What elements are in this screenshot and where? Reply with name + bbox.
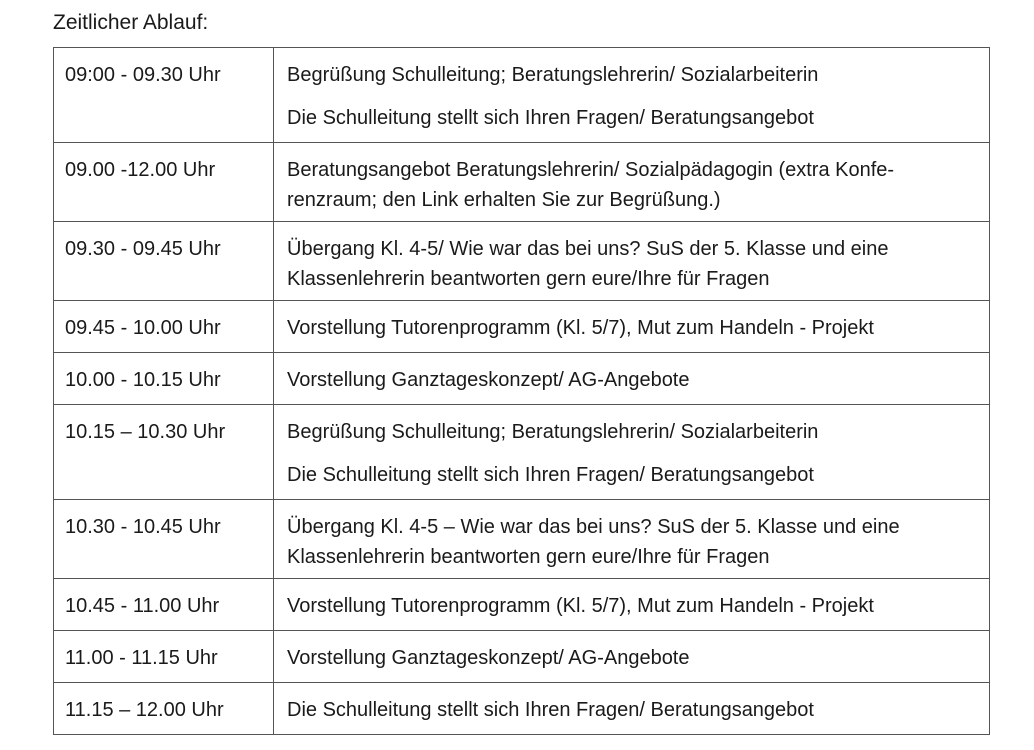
- description-cell: [274, 301, 990, 353]
- time-cell: 09.00 -12.00 Uhr: [54, 143, 274, 222]
- schedule-table: [53, 47, 990, 735]
- table-row: [54, 353, 990, 405]
- time-cell: 09:00 - 09.30 Uhr: [54, 48, 274, 143]
- description-cell: [274, 143, 990, 222]
- description-line: Begrüßung Schulleitung; Beratungslehrerin/ Sozialarbeiterin: [287, 64, 819, 86]
- description-line: Vorstellung Tutorenprogramm (Kl. 5/7), Mut zum Handeln - Projekt: [287, 595, 874, 617]
- time-cell: 11.00 - 11.15 Uhr: [54, 631, 274, 683]
- description-line: Übergang Kl. 4-5/ Wie war das bei uns? SuS der 5. Klasse und eine Klassenlehrerin beantworten gern eure/Ihre für Fragen: [287, 238, 889, 290]
- schedule-heading: Zeitlicher Ablauf:: [53, 11, 209, 34]
- description-cell: [274, 631, 990, 683]
- description-line: Begrüßung Schulleitung; Beratungslehrerin/ Sozialarbeiterin: [287, 421, 819, 443]
- description-cell: [274, 579, 990, 631]
- description-cell: [274, 683, 990, 735]
- description-line: Die Schulleitung stellt sich Ihren Fragen/ Beratungsangebot: [287, 464, 814, 486]
- table-row: [54, 48, 990, 143]
- table-row: [54, 405, 990, 500]
- description-cell: [274, 222, 990, 301]
- time-cell: 10.30 - 10.45 Uhr: [54, 500, 274, 579]
- description-line: Vorstellung Ganztageskonzept/ AG-Angebote: [287, 647, 690, 669]
- description-cell: [274, 500, 990, 579]
- time-cell: 10.45 - 11.00 Uhr: [54, 579, 274, 631]
- table-row: [54, 222, 990, 301]
- description-line: Übergang Kl. 4-5 – Wie war das bei uns? SuS der 5. Klasse und eine Klassenlehrerin beantworten gern eure/Ihre für Fragen: [287, 516, 900, 568]
- description-cell: [274, 405, 990, 500]
- table-row: [54, 143, 990, 222]
- time-cell: 10.00 - 10.15 Uhr: [54, 353, 274, 405]
- table-row: [54, 500, 990, 579]
- description-line: Vorstellung Ganztageskonzept/ AG-Angebote: [287, 369, 690, 391]
- time-cell: 11.15 – 12.00 Uhr: [54, 683, 274, 735]
- time-cell: 09.45 - 10.00 Uhr: [54, 301, 274, 353]
- description-cell: [274, 353, 990, 405]
- description-cell: [274, 48, 990, 143]
- description-line: Die Schulleitung stellt sich Ihren Fragen/ Beratungsangebot: [287, 107, 814, 129]
- time-cell: 10.15 – 10.30 Uhr: [54, 405, 274, 500]
- description-line: Vorstellung Tutorenprogramm (Kl. 5/7), Mut zum Handeln - Projekt: [287, 317, 874, 339]
- table-row: [54, 579, 990, 631]
- description-line: Beratungsangebot Beratungslehrerin/ Sozialpädagogin (extra Konfe-renzraum; den Link erhalten Sie zur Begrüßung.): [287, 159, 895, 211]
- table-row: [54, 683, 990, 735]
- description-line: Die Schulleitung stellt sich Ihren Fragen/ Beratungsangebot: [287, 699, 814, 721]
- time-cell: 09.30 - 09.45 Uhr: [54, 222, 274, 301]
- table-row: [54, 301, 990, 353]
- table-row: [54, 631, 990, 683]
